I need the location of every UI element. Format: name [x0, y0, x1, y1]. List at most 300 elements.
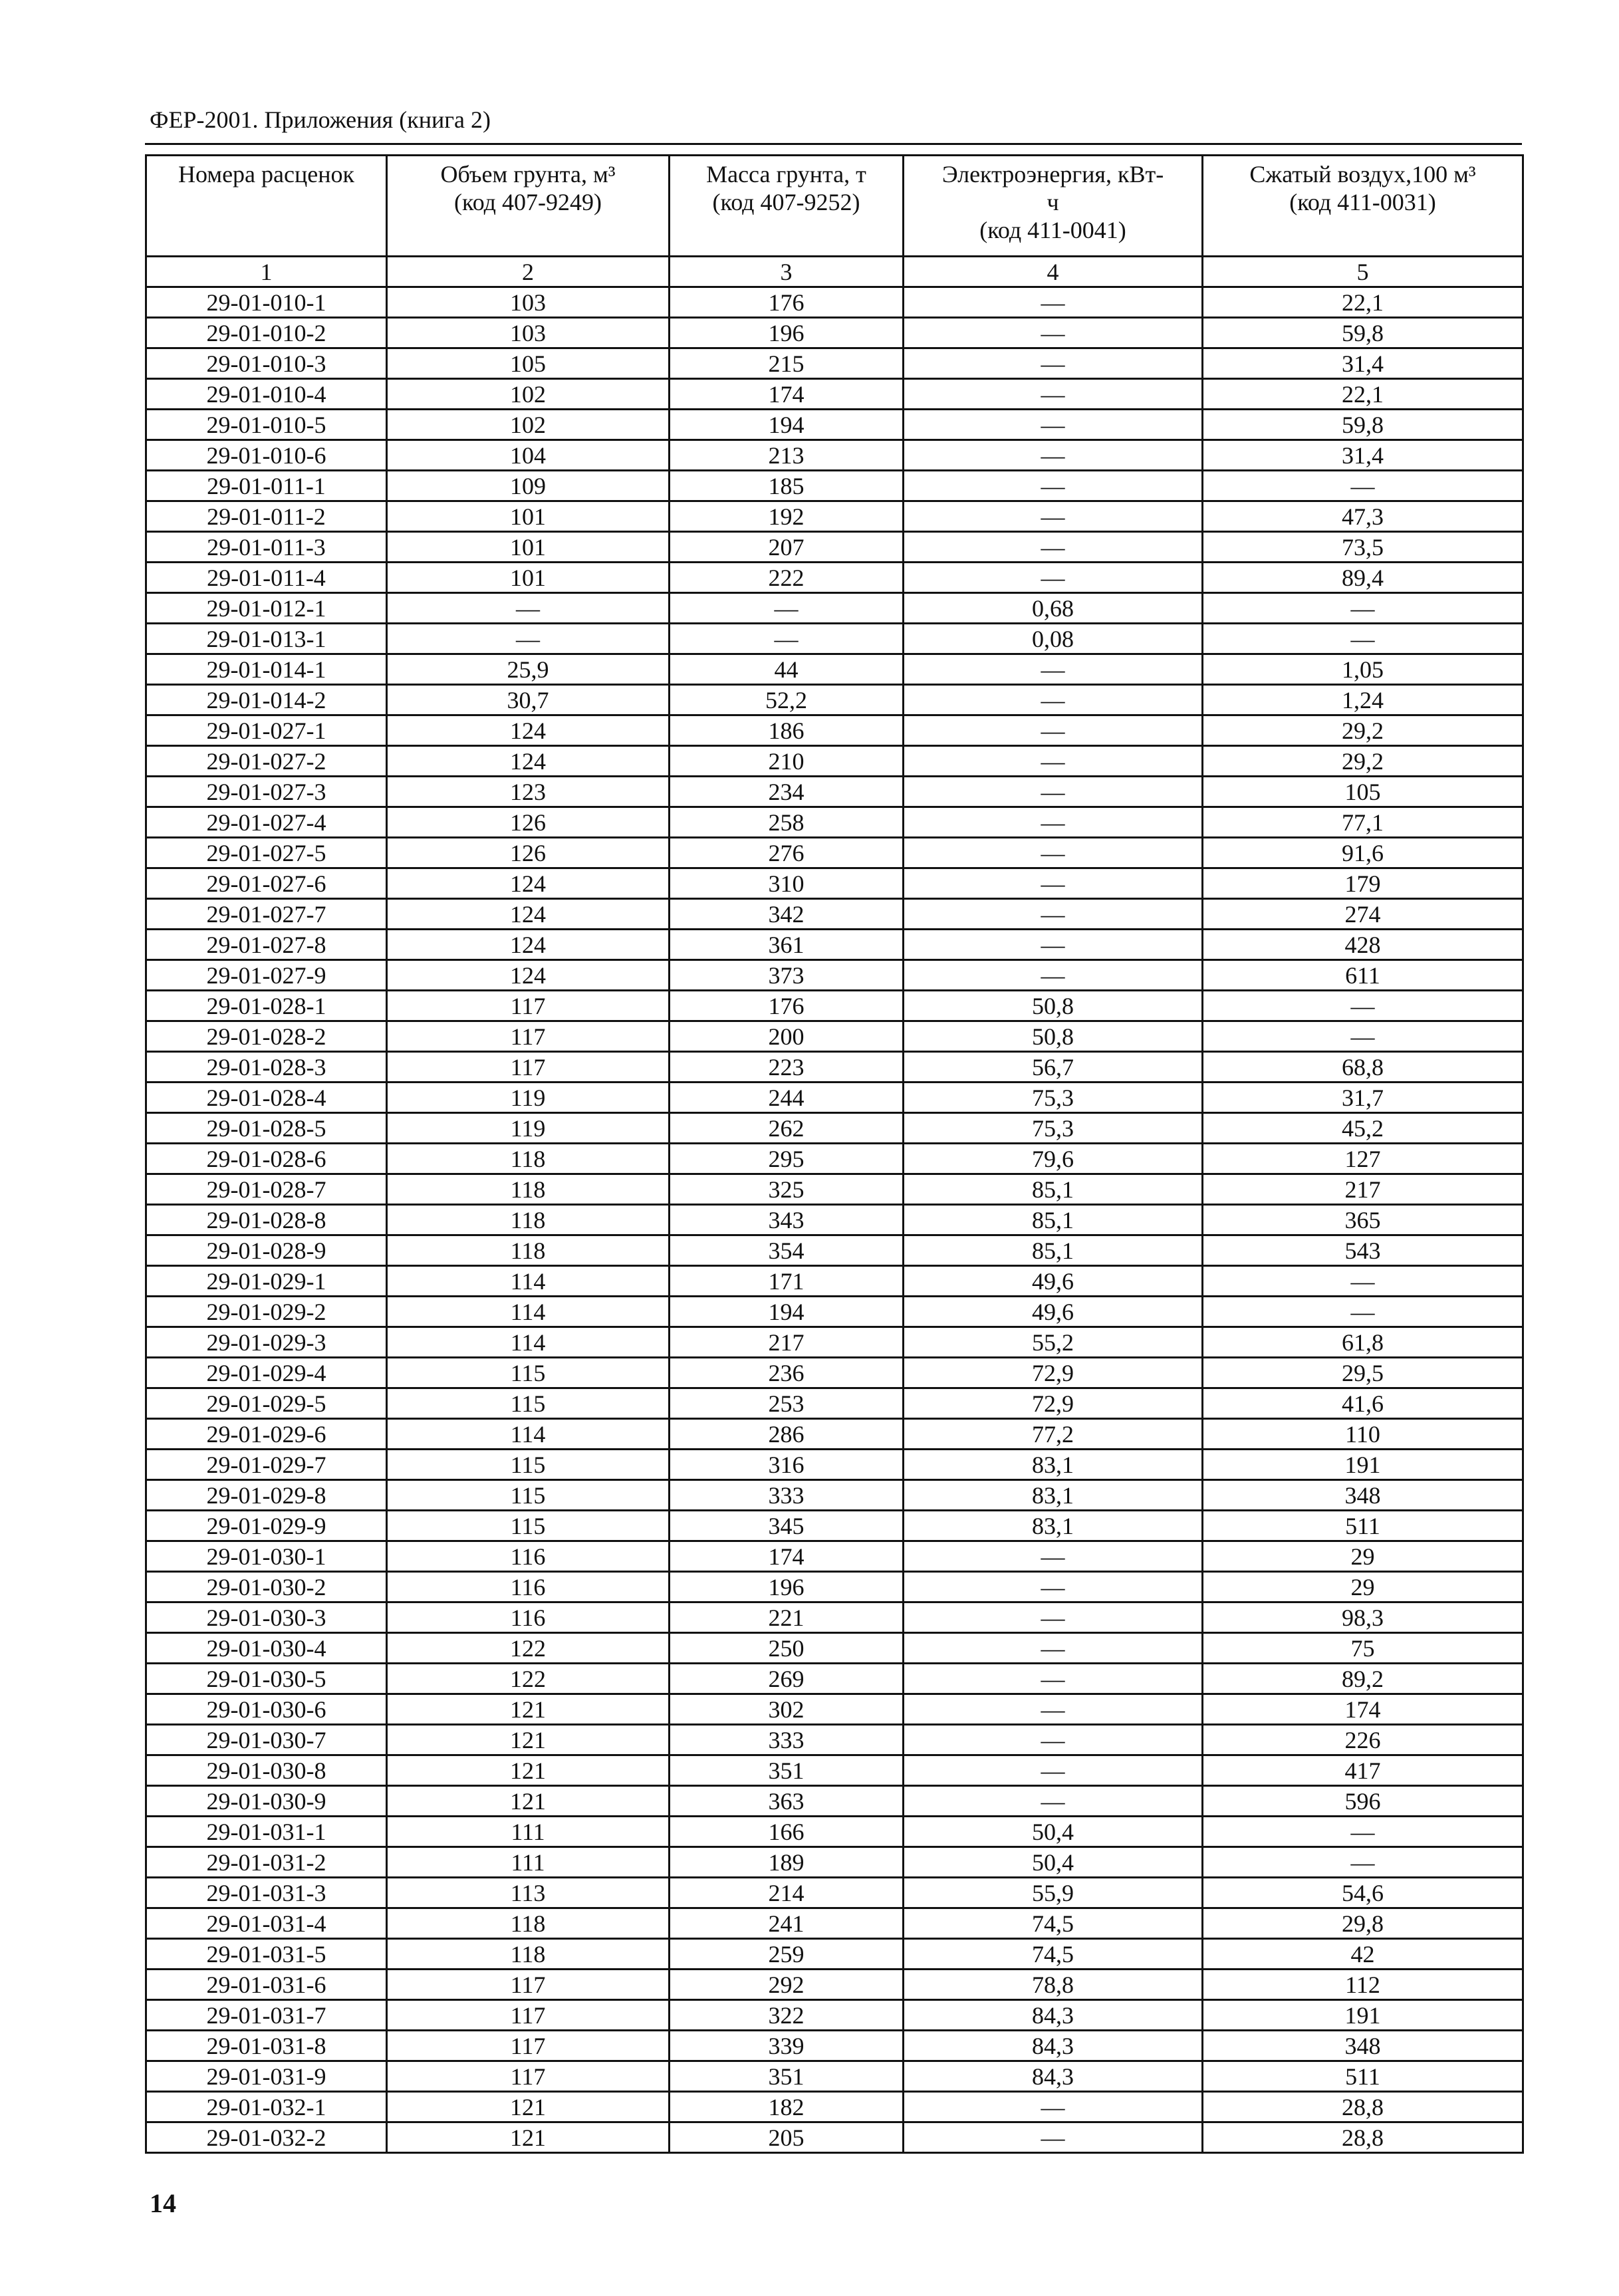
- rate-number-cell: 29-01-010-5: [146, 410, 387, 440]
- table-row: [146, 1266, 1523, 1297]
- soil-mass-cell: 214: [670, 1878, 904, 1908]
- soil-volume-cell: 114: [387, 1297, 670, 1327]
- table-row: [146, 1480, 1523, 1511]
- compressed-air-cell: 191: [1203, 1450, 1523, 1480]
- soil-mass-cell: 222: [670, 563, 904, 593]
- compressed-air-cell: 179: [1203, 868, 1523, 899]
- electricity-cell: 78,8: [904, 1970, 1203, 2000]
- table-row: [146, 379, 1523, 410]
- table-row: [146, 1725, 1523, 1755]
- electricity-cell: 83,1: [904, 1450, 1203, 1480]
- soil-volume-cell: 118: [387, 1144, 670, 1174]
- electricity-cell: 83,1: [904, 1480, 1203, 1511]
- rate-number-cell: 29-01-029-4: [146, 1358, 387, 1388]
- rate-number-cell: 29-01-029-9: [146, 1511, 387, 1541]
- electricity-cell: —: [904, 563, 1203, 593]
- rate-number-cell: 29-01-029-2: [146, 1297, 387, 1327]
- compressed-air-cell: 59,8: [1203, 410, 1523, 440]
- soil-mass-cell: 205: [670, 2122, 904, 2153]
- table-row: [146, 1144, 1523, 1174]
- soil-volume-cell: 109: [387, 471, 670, 501]
- rate-number-cell: 29-01-028-3: [146, 1052, 387, 1083]
- soil-mass-cell: 207: [670, 532, 904, 563]
- soil-volume-cell: 119: [387, 1113, 670, 1144]
- rate-number-cell: 29-01-029-6: [146, 1419, 387, 1450]
- table-row: [146, 960, 1523, 991]
- compressed-air-cell: 28,8: [1203, 2122, 1523, 2153]
- electricity-cell: —: [904, 746, 1203, 777]
- compressed-air-cell: 1,24: [1203, 685, 1523, 715]
- soil-mass-cell: 185: [670, 471, 904, 501]
- electricity-cell: 79,6: [904, 1144, 1203, 1174]
- table-row: [146, 1633, 1523, 1664]
- electricity-cell: 0,68: [904, 593, 1203, 624]
- soil-volume-cell: 117: [387, 991, 670, 1021]
- soil-volume-cell: 118: [387, 1908, 670, 1939]
- compressed-air-cell: 348: [1203, 2031, 1523, 2061]
- soil-mass-cell: 292: [670, 1970, 904, 2000]
- column-number: 2: [387, 257, 670, 287]
- compressed-air-cell: 274: [1203, 899, 1523, 930]
- electricity-cell: —: [904, 807, 1203, 838]
- soil-mass-cell: 354: [670, 1235, 904, 1266]
- rate-number-cell: 29-01-030-3: [146, 1602, 387, 1633]
- electricity-cell: —: [904, 715, 1203, 746]
- electricity-cell: 49,6: [904, 1266, 1203, 1297]
- soil-volume-cell: 101: [387, 501, 670, 532]
- compressed-air-cell: 91,6: [1203, 838, 1523, 868]
- compressed-air-cell: 41,6: [1203, 1388, 1523, 1419]
- compressed-air-cell: 42: [1203, 1939, 1523, 1970]
- table-row: [146, 1878, 1523, 1908]
- header-electricity: Электроэнергия, кВт- ч (код 411-0041): [904, 156, 1203, 257]
- table-row: [146, 1174, 1523, 1205]
- rate-number-cell: 29-01-028-2: [146, 1021, 387, 1052]
- compressed-air-cell: —: [1203, 1297, 1523, 1327]
- column-number: 1: [146, 257, 387, 287]
- compressed-air-cell: 511: [1203, 1511, 1523, 1541]
- rate-number-cell: 29-01-010-6: [146, 440, 387, 471]
- compressed-air-cell: 29,8: [1203, 1908, 1523, 1939]
- table-row: [146, 287, 1523, 318]
- soil-volume-cell: 101: [387, 563, 670, 593]
- rate-number-cell: 29-01-014-2: [146, 685, 387, 715]
- table-row: [146, 2122, 1523, 2153]
- rate-number-cell: 29-01-031-3: [146, 1878, 387, 1908]
- soil-mass-cell: 333: [670, 1480, 904, 1511]
- soil-mass-cell: 269: [670, 1664, 904, 1694]
- electricity-cell: —: [904, 287, 1203, 318]
- compressed-air-cell: 28,8: [1203, 2092, 1523, 2122]
- rate-number-cell: 29-01-011-3: [146, 532, 387, 563]
- rate-number-cell: 29-01-031-8: [146, 2031, 387, 2061]
- rate-number-cell: 29-01-029-3: [146, 1327, 387, 1358]
- soil-mass-cell: 236: [670, 1358, 904, 1388]
- electricity-cell: 83,1: [904, 1511, 1203, 1541]
- compressed-air-cell: —: [1203, 471, 1523, 501]
- soil-mass-cell: 262: [670, 1113, 904, 1144]
- soil-volume-cell: 116: [387, 1541, 670, 1572]
- compressed-air-cell: 543: [1203, 1235, 1523, 1266]
- compressed-air-cell: 596: [1203, 1786, 1523, 1817]
- soil-mass-cell: 182: [670, 2092, 904, 2122]
- soil-mass-cell: 345: [670, 1511, 904, 1541]
- rate-number-cell: 29-01-030-6: [146, 1694, 387, 1725]
- soil-volume-cell: 124: [387, 715, 670, 746]
- electricity-cell: 74,5: [904, 1939, 1203, 1970]
- electricity-cell: —: [904, 318, 1203, 348]
- soil-mass-cell: 194: [670, 1297, 904, 1327]
- table-row: [146, 1358, 1523, 1388]
- compressed-air-cell: 365: [1203, 1205, 1523, 1235]
- electricity-cell: 56,7: [904, 1052, 1203, 1083]
- electricity-cell: —: [904, 838, 1203, 868]
- soil-mass-cell: 217: [670, 1327, 904, 1358]
- compressed-air-cell: 68,8: [1203, 1052, 1523, 1083]
- soil-mass-cell: 171: [670, 1266, 904, 1297]
- table-row: [146, 563, 1523, 593]
- rate-number-cell: 29-01-029-5: [146, 1388, 387, 1419]
- table-row: [146, 715, 1523, 746]
- table-row: [146, 1327, 1523, 1358]
- rate-number-cell: 29-01-030-7: [146, 1725, 387, 1755]
- table-row: [146, 471, 1523, 501]
- soil-mass-cell: —: [670, 593, 904, 624]
- header-soil-volume: Объем грунта, м³ (код 407-9249): [387, 156, 670, 257]
- compressed-air-cell: 226: [1203, 1725, 1523, 1755]
- header-compressed-air: Сжатый воздух,100 м³ (код 411-0031): [1203, 156, 1523, 257]
- soil-volume-cell: 116: [387, 1602, 670, 1633]
- electricity-cell: —: [904, 471, 1203, 501]
- table-row: [146, 685, 1523, 715]
- electricity-cell: —: [904, 1572, 1203, 1602]
- soil-volume-cell: 124: [387, 899, 670, 930]
- electricity-cell: 55,2: [904, 1327, 1203, 1358]
- compressed-air-cell: 105: [1203, 777, 1523, 807]
- electricity-cell: 72,9: [904, 1358, 1203, 1388]
- rate-number-cell: 29-01-028-8: [146, 1205, 387, 1235]
- compressed-air-cell: 31,4: [1203, 440, 1523, 471]
- soil-volume-cell: 124: [387, 868, 670, 899]
- compressed-air-cell: 1,05: [1203, 654, 1523, 685]
- rate-number-cell: 29-01-027-7: [146, 899, 387, 930]
- compressed-air-cell: 29: [1203, 1572, 1523, 1602]
- soil-mass-cell: 186: [670, 715, 904, 746]
- electricity-cell: 0,08: [904, 624, 1203, 654]
- compressed-air-cell: 611: [1203, 960, 1523, 991]
- electricity-cell: 75,3: [904, 1113, 1203, 1144]
- rate-number-cell: 29-01-027-3: [146, 777, 387, 807]
- compressed-air-cell: 98,3: [1203, 1602, 1523, 1633]
- compressed-air-cell: 61,8: [1203, 1327, 1523, 1358]
- soil-mass-cell: 196: [670, 318, 904, 348]
- table-row: [146, 1541, 1523, 1572]
- soil-volume-cell: —: [387, 624, 670, 654]
- soil-mass-cell: 223: [670, 1052, 904, 1083]
- rate-number-cell: 29-01-027-9: [146, 960, 387, 991]
- compressed-air-cell: 348: [1203, 1480, 1523, 1511]
- table-row: [146, 1511, 1523, 1541]
- rate-number-cell: 29-01-012-1: [146, 593, 387, 624]
- table-row: [146, 2031, 1523, 2061]
- soil-volume-cell: 114: [387, 1419, 670, 1450]
- soil-mass-cell: 241: [670, 1908, 904, 1939]
- compressed-air-cell: —: [1203, 1847, 1523, 1878]
- electricity-cell: —: [904, 1633, 1203, 1664]
- electricity-cell: —: [904, 868, 1203, 899]
- compressed-air-cell: 127: [1203, 1144, 1523, 1174]
- soil-volume-cell: 121: [387, 1786, 670, 1817]
- electricity-cell: 75,3: [904, 1083, 1203, 1113]
- compressed-air-cell: 31,4: [1203, 348, 1523, 379]
- table-row: [146, 1419, 1523, 1450]
- soil-volume-cell: 121: [387, 2092, 670, 2122]
- soil-mass-cell: 215: [670, 348, 904, 379]
- electricity-cell: —: [904, 1664, 1203, 1694]
- rate-number-cell: 29-01-011-4: [146, 563, 387, 593]
- soil-volume-cell: 115: [387, 1388, 670, 1419]
- soil-mass-cell: 176: [670, 287, 904, 318]
- soil-volume-cell: 115: [387, 1450, 670, 1480]
- compressed-air-cell: —: [1203, 593, 1523, 624]
- soil-mass-cell: 310: [670, 868, 904, 899]
- table-row: [146, 899, 1523, 930]
- table-row: [146, 1450, 1523, 1480]
- rate-number-cell: 29-01-031-7: [146, 2000, 387, 2031]
- electricity-cell: —: [904, 960, 1203, 991]
- soil-volume-cell: 124: [387, 746, 670, 777]
- table-row: [146, 1755, 1523, 1786]
- compressed-air-cell: 191: [1203, 2000, 1523, 2031]
- table-row: [146, 624, 1523, 654]
- rate-number-cell: 29-01-030-8: [146, 1755, 387, 1786]
- rate-number-cell: 29-01-028-7: [146, 1174, 387, 1205]
- electricity-cell: —: [904, 379, 1203, 410]
- soil-volume-cell: 121: [387, 1694, 670, 1725]
- table-row: [146, 807, 1523, 838]
- rate-rows: [146, 287, 1523, 2153]
- rate-number-cell: 29-01-011-2: [146, 501, 387, 532]
- soil-mass-cell: 286: [670, 1419, 904, 1450]
- electricity-cell: —: [904, 2122, 1203, 2153]
- soil-volume-cell: 25,9: [387, 654, 670, 685]
- rate-number-cell: 29-01-031-4: [146, 1908, 387, 1939]
- electricity-cell: —: [904, 1755, 1203, 1786]
- compressed-air-cell: —: [1203, 1817, 1523, 1847]
- electricity-cell: 49,6: [904, 1297, 1203, 1327]
- soil-volume-cell: 117: [387, 1052, 670, 1083]
- table-row: [146, 1021, 1523, 1052]
- soil-volume-cell: 124: [387, 960, 670, 991]
- electricity-cell: —: [904, 1602, 1203, 1633]
- soil-mass-cell: 302: [670, 1694, 904, 1725]
- compressed-air-cell: 31,7: [1203, 1083, 1523, 1113]
- table-row: [146, 318, 1523, 348]
- table-row: [146, 532, 1523, 563]
- table-row: [146, 1847, 1523, 1878]
- rate-number-cell: 29-01-010-3: [146, 348, 387, 379]
- table-row: [146, 746, 1523, 777]
- soil-mass-cell: 196: [670, 1572, 904, 1602]
- soil-volume-cell: 114: [387, 1327, 670, 1358]
- soil-volume-cell: 117: [387, 2031, 670, 2061]
- soil-mass-cell: 244: [670, 1083, 904, 1113]
- rate-number-cell: 29-01-027-1: [146, 715, 387, 746]
- soil-mass-cell: 363: [670, 1786, 904, 1817]
- soil-volume-cell: 103: [387, 287, 670, 318]
- electricity-cell: —: [904, 654, 1203, 685]
- electricity-cell: 85,1: [904, 1174, 1203, 1205]
- soil-volume-cell: 121: [387, 1755, 670, 1786]
- soil-mass-cell: 253: [670, 1388, 904, 1419]
- soil-mass-cell: 259: [670, 1939, 904, 1970]
- soil-mass-cell: 351: [670, 1755, 904, 1786]
- electricity-cell: —: [904, 1694, 1203, 1725]
- rate-number-cell: 29-01-031-9: [146, 2061, 387, 2092]
- table-row: [146, 1205, 1523, 1235]
- rate-number-cell: 29-01-029-7: [146, 1450, 387, 1480]
- soil-volume-cell: 118: [387, 1939, 670, 1970]
- compressed-air-cell: 29,2: [1203, 746, 1523, 777]
- soil-volume-cell: 114: [387, 1266, 670, 1297]
- table-row: [146, 868, 1523, 899]
- rate-number-cell: 29-01-010-4: [146, 379, 387, 410]
- table-row: [146, 440, 1523, 471]
- rate-number-cell: 29-01-030-4: [146, 1633, 387, 1664]
- soil-mass-cell: 276: [670, 838, 904, 868]
- rate-number-cell: 29-01-028-1: [146, 991, 387, 1021]
- table-row: [146, 1083, 1523, 1113]
- table-row: [146, 1235, 1523, 1266]
- rate-number-cell: 29-01-027-5: [146, 838, 387, 868]
- soil-mass-cell: 322: [670, 2000, 904, 2031]
- soil-volume-cell: 123: [387, 777, 670, 807]
- compressed-air-cell: 417: [1203, 1755, 1523, 1786]
- soil-volume-cell: 116: [387, 1572, 670, 1602]
- column-number: 5: [1203, 257, 1523, 287]
- table-row: [146, 593, 1523, 624]
- soil-mass-cell: 52,2: [670, 685, 904, 715]
- compressed-air-cell: 89,4: [1203, 563, 1523, 593]
- table-row: [146, 348, 1523, 379]
- electricity-cell: 50,8: [904, 1021, 1203, 1052]
- electricity-cell: 50,4: [904, 1817, 1203, 1847]
- column-number: 4: [904, 257, 1203, 287]
- rate-number-cell: 29-01-028-4: [146, 1083, 387, 1113]
- rate-number-cell: 29-01-030-9: [146, 1786, 387, 1817]
- table-row: [146, 1786, 1523, 1817]
- soil-mass-cell: 343: [670, 1205, 904, 1235]
- table-row: [146, 1817, 1523, 1847]
- rate-number-cell: 29-01-028-9: [146, 1235, 387, 1266]
- electricity-cell: 84,3: [904, 2031, 1203, 2061]
- table-row: [146, 1664, 1523, 1694]
- electricity-cell: —: [904, 930, 1203, 960]
- rate-number-cell: 29-01-027-6: [146, 868, 387, 899]
- compressed-air-cell: 174: [1203, 1694, 1523, 1725]
- soil-mass-cell: 221: [670, 1602, 904, 1633]
- soil-volume-cell: 118: [387, 1174, 670, 1205]
- rate-number-cell: 29-01-031-2: [146, 1847, 387, 1878]
- soil-mass-cell: 295: [670, 1144, 904, 1174]
- table-row: [146, 1694, 1523, 1725]
- soil-volume-cell: 126: [387, 838, 670, 868]
- electricity-cell: —: [904, 410, 1203, 440]
- soil-mass-cell: 44: [670, 654, 904, 685]
- table-row: [146, 1113, 1523, 1144]
- rate-number-cell: 29-01-027-4: [146, 807, 387, 838]
- rate-number-cell: 29-01-010-2: [146, 318, 387, 348]
- soil-mass-cell: 339: [670, 2031, 904, 2061]
- page-number: 14: [150, 2188, 176, 2218]
- soil-mass-cell: 210: [670, 746, 904, 777]
- soil-mass-cell: 213: [670, 440, 904, 471]
- table-row: [146, 1939, 1523, 1970]
- table-row: [146, 1908, 1523, 1939]
- soil-volume-cell: 111: [387, 1847, 670, 1878]
- table-row: [146, 410, 1523, 440]
- compressed-air-cell: 22,1: [1203, 379, 1523, 410]
- compressed-air-cell: 511: [1203, 2061, 1523, 2092]
- electricity-cell: —: [904, 440, 1203, 471]
- soil-volume-cell: 117: [387, 1021, 670, 1052]
- soil-volume-cell: 111: [387, 1817, 670, 1847]
- rate-number-cell: 29-01-014-1: [146, 654, 387, 685]
- header-row: [146, 156, 1523, 257]
- rate-number-cell: 29-01-011-1: [146, 471, 387, 501]
- table-row: [146, 1970, 1523, 2000]
- electricity-cell: —: [904, 1725, 1203, 1755]
- table-row: [146, 1602, 1523, 1633]
- compressed-air-cell: 110: [1203, 1419, 1523, 1450]
- table-row: [146, 777, 1523, 807]
- electricity-cell: 74,5: [904, 1908, 1203, 1939]
- compressed-air-cell: 29,5: [1203, 1358, 1523, 1388]
- soil-volume-cell: 121: [387, 1725, 670, 1755]
- table-row: [146, 1388, 1523, 1419]
- soil-volume-cell: 118: [387, 1235, 670, 1266]
- header-rate-numbers: Номера расценок: [146, 156, 387, 257]
- soil-mass-cell: 373: [670, 960, 904, 991]
- soil-mass-cell: 351: [670, 2061, 904, 2092]
- compressed-air-cell: 45,2: [1203, 1113, 1523, 1144]
- soil-mass-cell: 342: [670, 899, 904, 930]
- electricity-cell: 84,3: [904, 2000, 1203, 2031]
- soil-volume-cell: 118: [387, 1205, 670, 1235]
- soil-volume-cell: 115: [387, 1358, 670, 1388]
- soil-volume-cell: 115: [387, 1511, 670, 1541]
- electricity-cell: —: [904, 1541, 1203, 1572]
- rate-number-cell: 29-01-032-2: [146, 2122, 387, 2153]
- soil-volume-cell: 117: [387, 1970, 670, 2000]
- table-row: [146, 1052, 1523, 1083]
- soil-volume-cell: 102: [387, 410, 670, 440]
- rate-number-cell: 29-01-031-1: [146, 1817, 387, 1847]
- electricity-cell: —: [904, 501, 1203, 532]
- soil-volume-cell: —: [387, 593, 670, 624]
- soil-volume-cell: 105: [387, 348, 670, 379]
- running-head: ФЕР-2001. Приложения (книга 2): [150, 106, 491, 133]
- soil-mass-cell: 361: [670, 930, 904, 960]
- soil-mass-cell: 189: [670, 1847, 904, 1878]
- electricity-cell: —: [904, 685, 1203, 715]
- rate-number-cell: 29-01-027-8: [146, 930, 387, 960]
- compressed-air-cell: 29,2: [1203, 715, 1523, 746]
- table-row: [146, 654, 1523, 685]
- rates-table: [145, 154, 1524, 2154]
- compressed-air-cell: 54,6: [1203, 1878, 1523, 1908]
- compressed-air-cell: 73,5: [1203, 532, 1523, 563]
